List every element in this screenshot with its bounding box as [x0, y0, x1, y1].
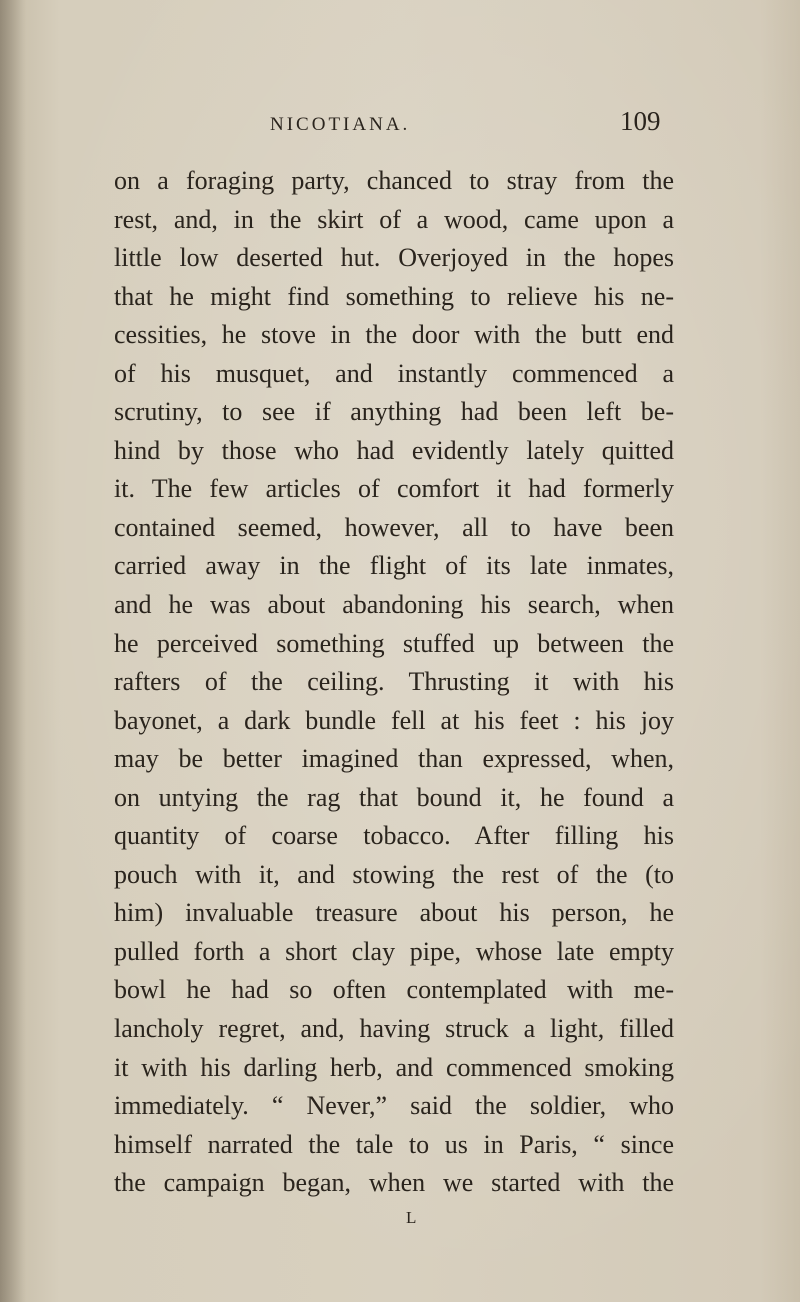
- text-line: hind by those who had evidently lately quitted: [114, 435, 674, 465]
- text-line: and he was about abandoning his search, when: [114, 590, 674, 620]
- text-line: may be better imagined than expressed, when,: [114, 744, 674, 774]
- text-line: the campaign began, when we started with the: [114, 1168, 674, 1198]
- text-line: contained seemed, however, all to have been: [114, 512, 674, 542]
- text-line: on a foraging party, chanced to stray from the: [114, 166, 674, 195]
- signature-mark: L: [406, 1208, 418, 1227]
- text-line: quantity of coarse tobacco. After filling his: [114, 821, 674, 851]
- text-line: cessities, he stove in the door with the butt end: [114, 320, 674, 350]
- page-number: 109: [620, 106, 661, 136]
- text-line: rafters of the ceiling. Thrusting it with his: [114, 667, 674, 697]
- text-line: him) invaluable treasure about his person, he: [114, 898, 674, 928]
- text-line: of his musquet, and instantly commenced a: [114, 358, 674, 388]
- text-line: lancholy regret, and, having struck a light, filled: [114, 1014, 674, 1044]
- body-text: [114, 162, 674, 1203]
- text-line: it with his darling herb, and commenced smoking: [114, 1052, 674, 1082]
- running-head: [0, 104, 800, 140]
- running-title: NICOTIANA.: [270, 114, 411, 135]
- text-line: he perceived something stuffed up between the: [114, 628, 674, 658]
- text-line: it. The few articles of comfort it had formerly: [114, 474, 674, 504]
- text-line: bowl he had so often contemplated with me-: [114, 975, 674, 1005]
- text-line: bayonet, a dark bundle fell at his feet : his joy: [114, 705, 674, 735]
- text-line: rest, and, in the skirt of a wood, came upon a: [114, 204, 674, 234]
- text-line: carried away in the flight of its late inmates,: [114, 551, 674, 581]
- text-line: that he might find something to relieve his ne-: [114, 281, 674, 311]
- text-line: himself narrated the tale to us in Paris, “ since: [114, 1129, 674, 1159]
- text-line: on untying the rag that bound it, he found a: [114, 782, 674, 812]
- text-line: little low deserted hut. Overjoyed in the hopes: [114, 243, 674, 273]
- text-line: pulled forth a short clay pipe, whose late empty: [114, 936, 674, 966]
- text-line: immediately. “ Never,” said the soldier, who: [114, 1091, 674, 1121]
- text-line: pouch with it, and stowing the rest of the (to: [114, 859, 674, 889]
- binding-gutter-shadow: [0, 0, 26, 1302]
- text-line: scrutiny, to see if anything had been left be-: [114, 397, 674, 427]
